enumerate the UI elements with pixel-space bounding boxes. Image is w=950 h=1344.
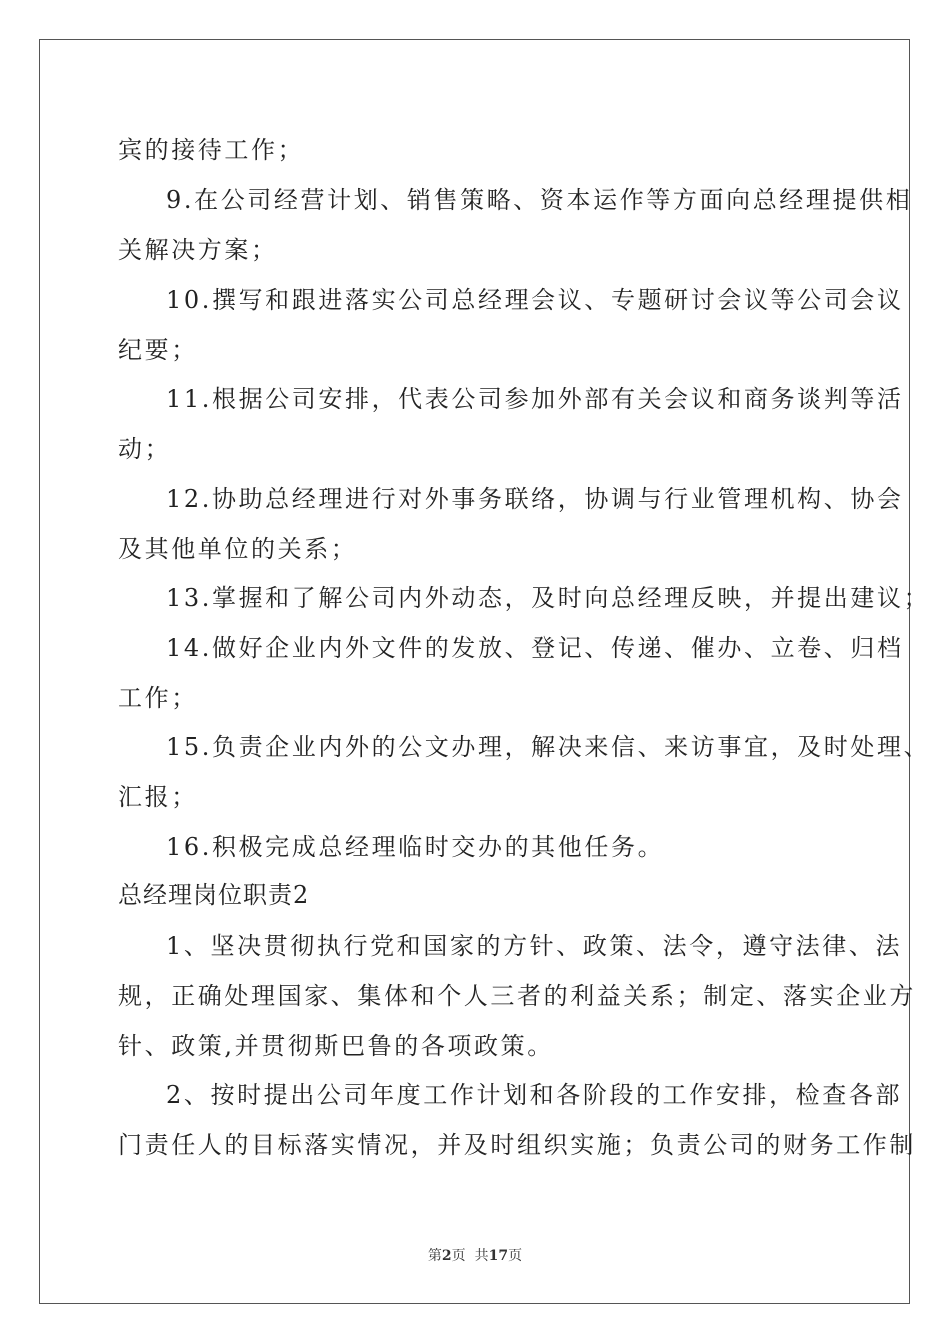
text-line: 11.根据公司安排，代表公司参加外部有关会议和商务谈判等活 [166,385,904,413]
total-page-count: 17 [488,1248,509,1264]
text-line: 关解决方案； [118,236,278,264]
text-line: 规，正确处理国家、集体和个人三者的利益关系；制定、落实企业方 [118,982,916,1010]
page-footer [0,1247,950,1265]
text-line: 汇报； [118,783,198,811]
footer-suffix: 页 [508,1248,523,1264]
text-line: 及其他单位的关系； [118,535,358,563]
page-border [39,39,913,1304]
text-line: 13.掌握和了解公司内外动态，及时向总经理反映，并提出建议； [166,584,931,612]
text-line: 动； [118,435,172,463]
text-line: 16.积极完成总经理临时交办的其他任务。 [166,833,665,861]
text-line: 宾的接待工作； [118,136,305,164]
text-line: 2、按时提出公司年度工作计划和各阶段的工作安排，检查各部 [166,1081,903,1109]
section-heading: 总经理岗位职责2 [118,881,310,909]
text-line: 纪要； [118,336,198,364]
text-line: 9.在公司经营计划、销售策略、资本运作等方面向总经理提供相 [166,186,913,214]
footer-mid: 页 共 [451,1248,489,1264]
text-line: 12.协助总经理进行对外事务联络，协调与行业管理机构、协会 [166,485,904,513]
current-page-number: 2 [441,1248,452,1264]
text-line: 1、坚决贯彻执行党和国家的方针、政策、法令，遵守法律、法 [166,932,903,960]
text-line: 10.撰写和跟进落实公司总经理会议、专题研讨会议等公司会议 [166,286,904,314]
footer-prefix: 第 [427,1248,442,1264]
text-line: 门责任人的目标落实情况，并及时组织实施；负责公司的财务工作制 [118,1131,916,1159]
text-line: 15.负责企业内外的公文办理，解决来信、来访事宜，及时处理、 [166,733,931,761]
text-line: 针、政策,并贯彻斯巴鲁的各项政策。 [118,1032,554,1060]
text-line: 工作； [118,684,198,712]
text-line: 14.做好企业内外文件的发放、登记、传递、催办、立卷、归档 [166,634,904,662]
